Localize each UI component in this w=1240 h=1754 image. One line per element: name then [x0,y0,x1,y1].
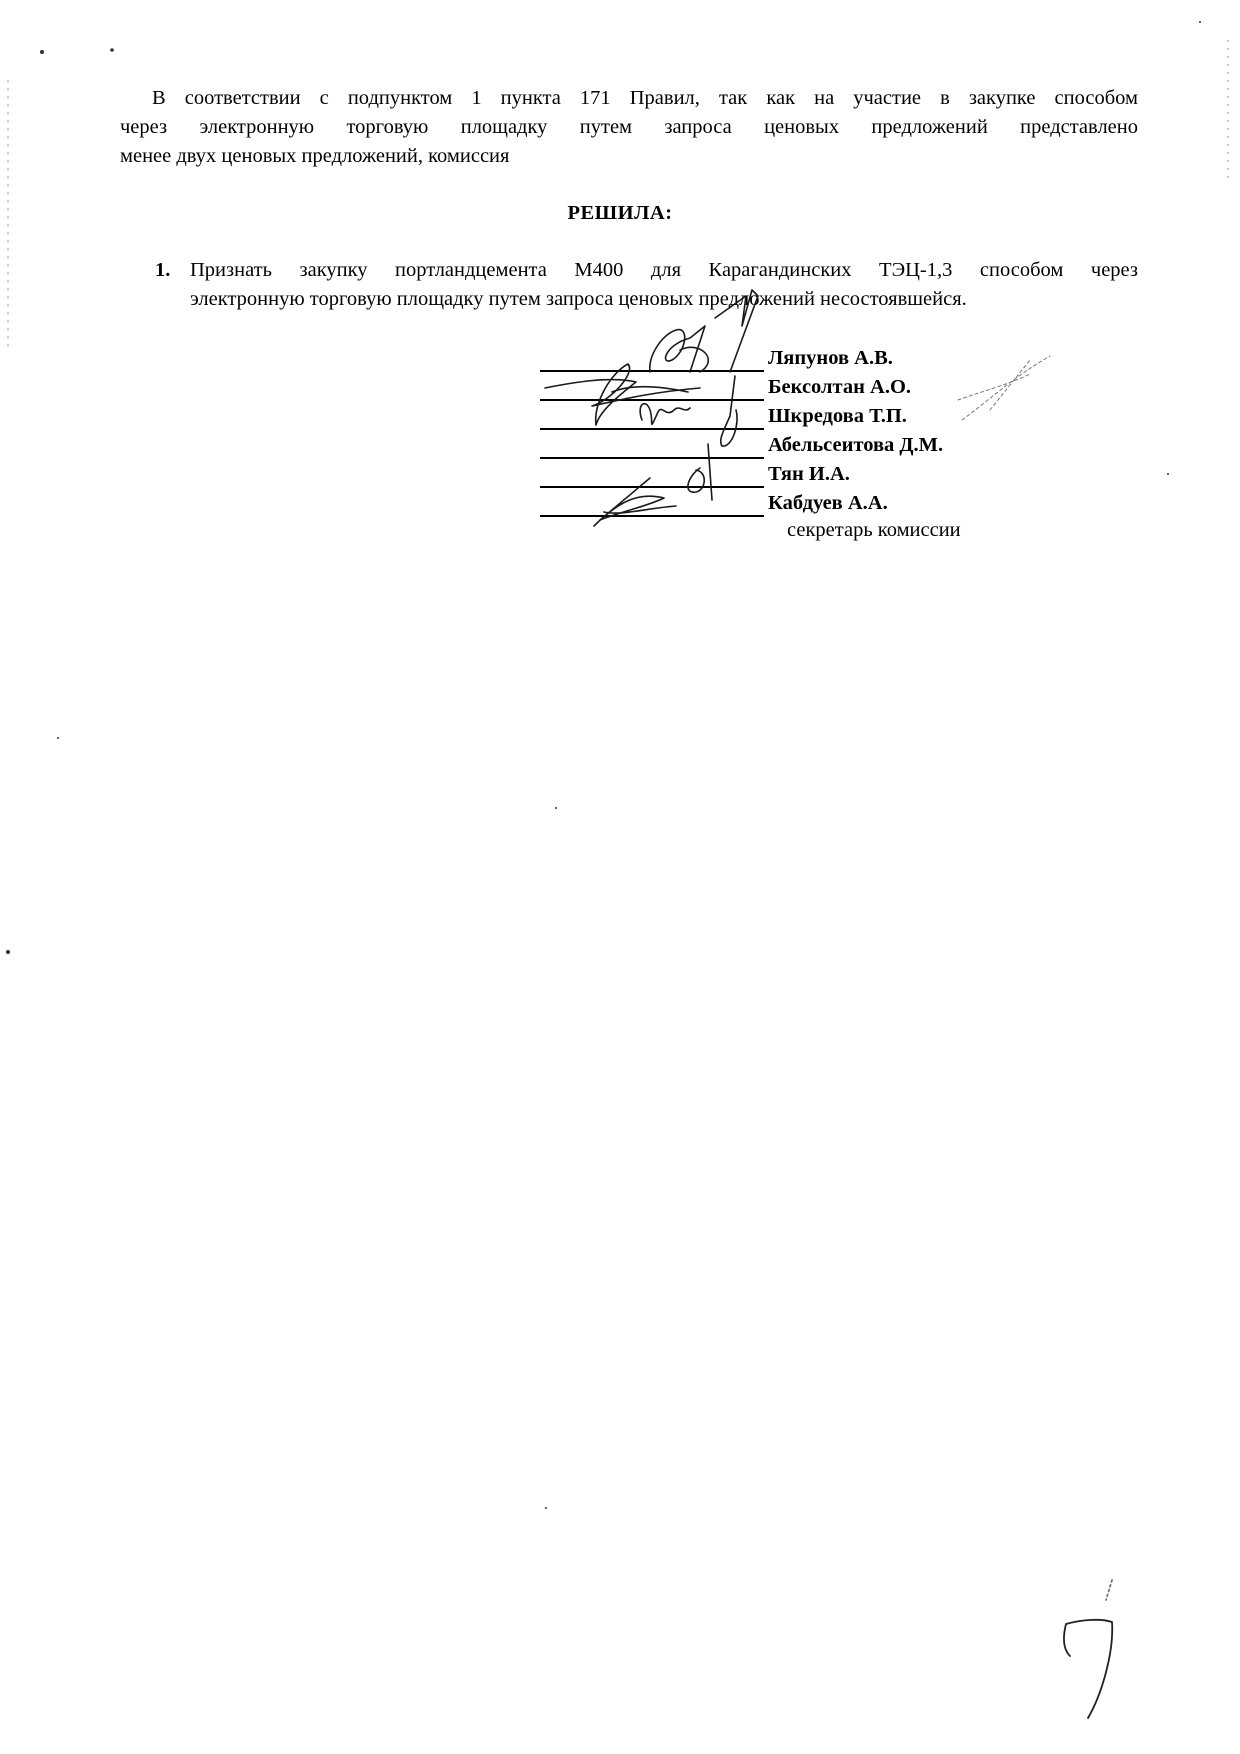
signature-block [540,345,1100,548]
page-number-mark [1064,1620,1112,1718]
decision-number: 1. [155,259,171,281]
decision-line: электронную торговую площадку путем запроса ценовых предложений несостоявшейся. [190,288,967,310]
signer-row [540,345,1100,374]
scan-speck [1199,21,1201,23]
scan-speck [40,50,44,54]
signer-name: Бексолтан А.О. [768,376,912,398]
scan-speck [110,48,114,52]
signature-line [540,428,764,430]
signer-row [540,432,1100,461]
signature-line [540,399,764,401]
secretary-row [540,519,1100,548]
paragraph-line: менее двух ценовых предложений, комиссия [120,145,510,167]
signer-name: Кабдуев А.А. [768,492,888,514]
decision-item [155,256,1138,314]
signer-row [540,403,1100,432]
decision-text [190,256,1138,314]
scan-speck [545,1507,547,1509]
intro-paragraph [120,84,1138,171]
signer-name: Тян И.А. [768,463,850,485]
paragraph-line: через электронную торговую площадку путем запроса ценовых предложений представлено [120,116,1138,138]
signer-name: Абельсеитова Д.М. [768,434,944,456]
signer-name: Шкредова Т.П. [768,405,907,427]
signer-name: Ляпунов А.В. [768,347,893,369]
secretary-label: секретарь комиссии [787,519,961,541]
signature-line [540,515,764,517]
signature-line [540,486,764,488]
decision-line: Признать закупку портландцемента М400 для Карагандинских ТЭЦ-1,3 способом через [190,259,1138,281]
scan-speck [555,807,557,809]
signer-row [540,490,1100,519]
signer-row [540,461,1100,490]
signature-line [540,457,764,459]
decision-heading: РЕШИЛА: [567,202,673,224]
page-number-mark [1106,1580,1112,1600]
scan-speck [6,950,10,954]
paragraph-line: В соответствии с подпунктом 1 пункта 171 Правил, так как на участие в закупке способом [152,87,1138,109]
signature-line [540,370,764,372]
signer-row [540,374,1100,403]
scan-speck [57,737,59,739]
scan-speck [1167,473,1169,475]
